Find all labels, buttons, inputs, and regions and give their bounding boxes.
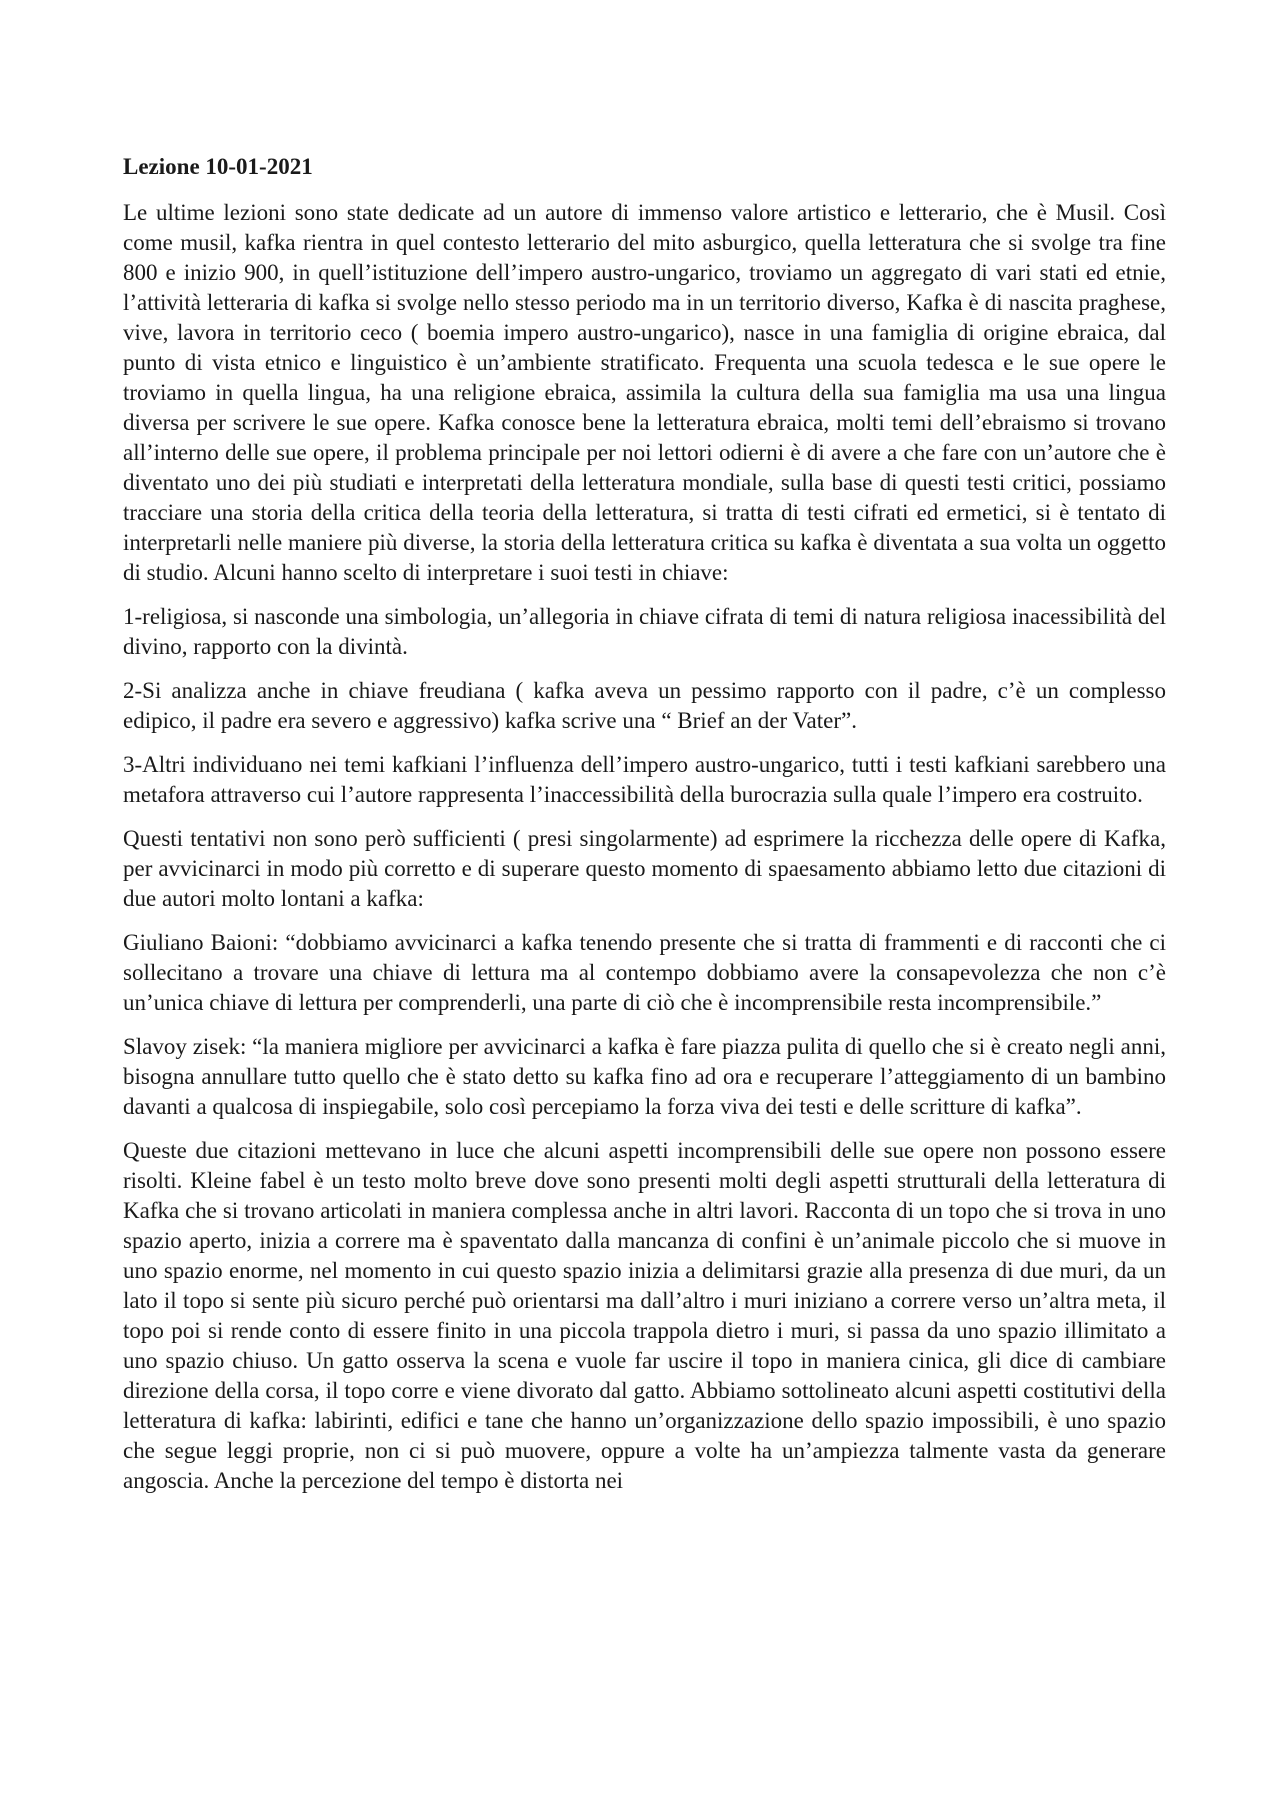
baioni-quote-paragraph: Giuliano Baioni: “dobbiamo avvicinarci a kafka tenendo presente che si tratta di frammenti e di racconti che ci sollecitano a trovare una chiave di lettura ma al contempo dobbiamo avere la consapevolezza che non c’è un’unica chiave di lettura per comprenderli, una parte di ciò che è incomprensibile resta incomprensibile.” [123,930,1166,1015]
zizek-quote-paragraph: Slavoy zisek: “la maniera migliore per avvicinarci a kafka è fare piazza pulita di quello che si è creato negli anni, bisogna annullare tutto quello che è stato detto su kafka fino ad ora e recuperare l’atteggiamento di un bambino davanti a qualcosa di inspiegabile, solo così percepiamo la forza viva dei testi e delle scritture di kafka”. [123,1034,1166,1119]
interpretation-religious-paragraph: 1-religiosa, si nasconde una simbologia, un’allegoria in chiave cifrata di temi di natura religiosa inacessibilità del divino, rapporto con la divintà. [123,604,1166,659]
intro-paragraph: Le ultime lezioni sono state dedicate ad un autore di immenso valore artistico e letterario, che è Musil. Così come musil, kafka rientra in quel contesto letterario del mito asburgico, quella letteratura che si svolge tra fine 800 e inizio 900, in quell’istituzione dell’impero austro-ungarico, troviamo un aggregato di vari stati ed etnie, l’attività letteraria di kafka si svolge nello stesso periodo ma in un territorio diverso, Kafka è di nascita praghese, vive, lavora in territorio ceco ( boemia impero austro-ungarico), nasce in una famiglia di origine ebraica, dal punto di vista etnico e linguistico è un’ambiente stratificato. Frequenta una scuola tedesca e le sue opere le troviamo in quella lingua, ha una religione ebraica, assimila la cultura della sua famiglia ma usa una lingua diversa per scrivere le sue opere. Kafka conosce bene la letteratura ebraica, molti temi dell’ebraismo si trovano all’interno delle sue opere, il problema principale per noi lettori odierni è di avere a che fare con un’autore che è diventato uno dei più studiati e interpretati della letteratura mondiale, sulla base di questi testi critici, possiamo tracciare una storia della critica della teoria della letteratura, si tratta di testi cifrati ed ermetici, si è tentato di interpretarli nelle maniere più diverse, la storia della letteratura critica su kafka è diventata a sua volta un oggetto di studio. Alcuni hanno scelto di interpretare i suoi testi in chiave: [123,200,1166,585]
interpretation-empire-paragraph: 3-Altri individuano nei temi kafkiani l’influenza dell’impero austro-ungarico, tutti i testi kafkiani sarebbero una metafora attraverso cui l’autore rappresenta l’inaccessibilità della burocrazia sulla quale l’impero era costruito. [123,752,1166,807]
interpretation-freudian-paragraph: 2-Si analizza anche in chiave freudiana ( kafka aveva un pessimo rapporto con il padre, c’è un complesso edipico, il padre era severo e aggressivo) kafka scrive una “ Brief an der Vater”. [123,678,1166,733]
attempts-paragraph: Questi tentativi non sono però sufficienti ( presi singolarmente) ad esprimere la ricchezza delle opere di Kafka, per avvicinarci in modo più corretto e di superare questo momento di spaesamento abbiamo letto due citazioni di due autori molto lontani a kafka: [123,826,1166,911]
lesson-title: Lezione 10-01-2021 [123,154,313,179]
document-page [123,152,1166,1510]
kleine-fabel-paragraph: Queste due citazioni mettevano in luce che alcuni aspetti incomprensibili delle sue opere non possono essere risolti. Kleine fabel è un testo molto breve dove sono presenti molti degli aspetti strutturali della letteratura di Kafka che si trovano articolati in maniera complessa anche in altri lavori. Racconta di un topo che si trova in uno spazio aperto, inizia a correre ma è spaventato dalla mancanza di confini è un’animale piccolo che si muove in uno spazio enorme, nel momento in cui questo spazio inizia a delimitarsi grazie alla presenza di due muri, da un lato il topo si sente più sicuro perché può orientarsi ma dall’altro i muri iniziano a correre verso un’altra meta, il topo poi si rende conto di essere finito in una piccola trappola dietro i muri, si passa da uno spazio illimitato a uno spazio chiuso. Un gatto osserva la scena e vuole far uscire il topo in maniera cinica, gli dice di cambiare direzione della corsa, il topo corre e viene divorato dal gatto. Abbiamo sottolineato alcuni aspetti costitutivi della letteratura di kafka: labirinti, edifici e tane che hanno un’organizzazione dello spazio impossibili, è uno spazio che segue leggi proprie, non ci si può muovere, oppure a volte ha un’ampiezza talmente vasta da generare angoscia. Anche la percezione del tempo è distorta nei [123,1138,1166,1493]
